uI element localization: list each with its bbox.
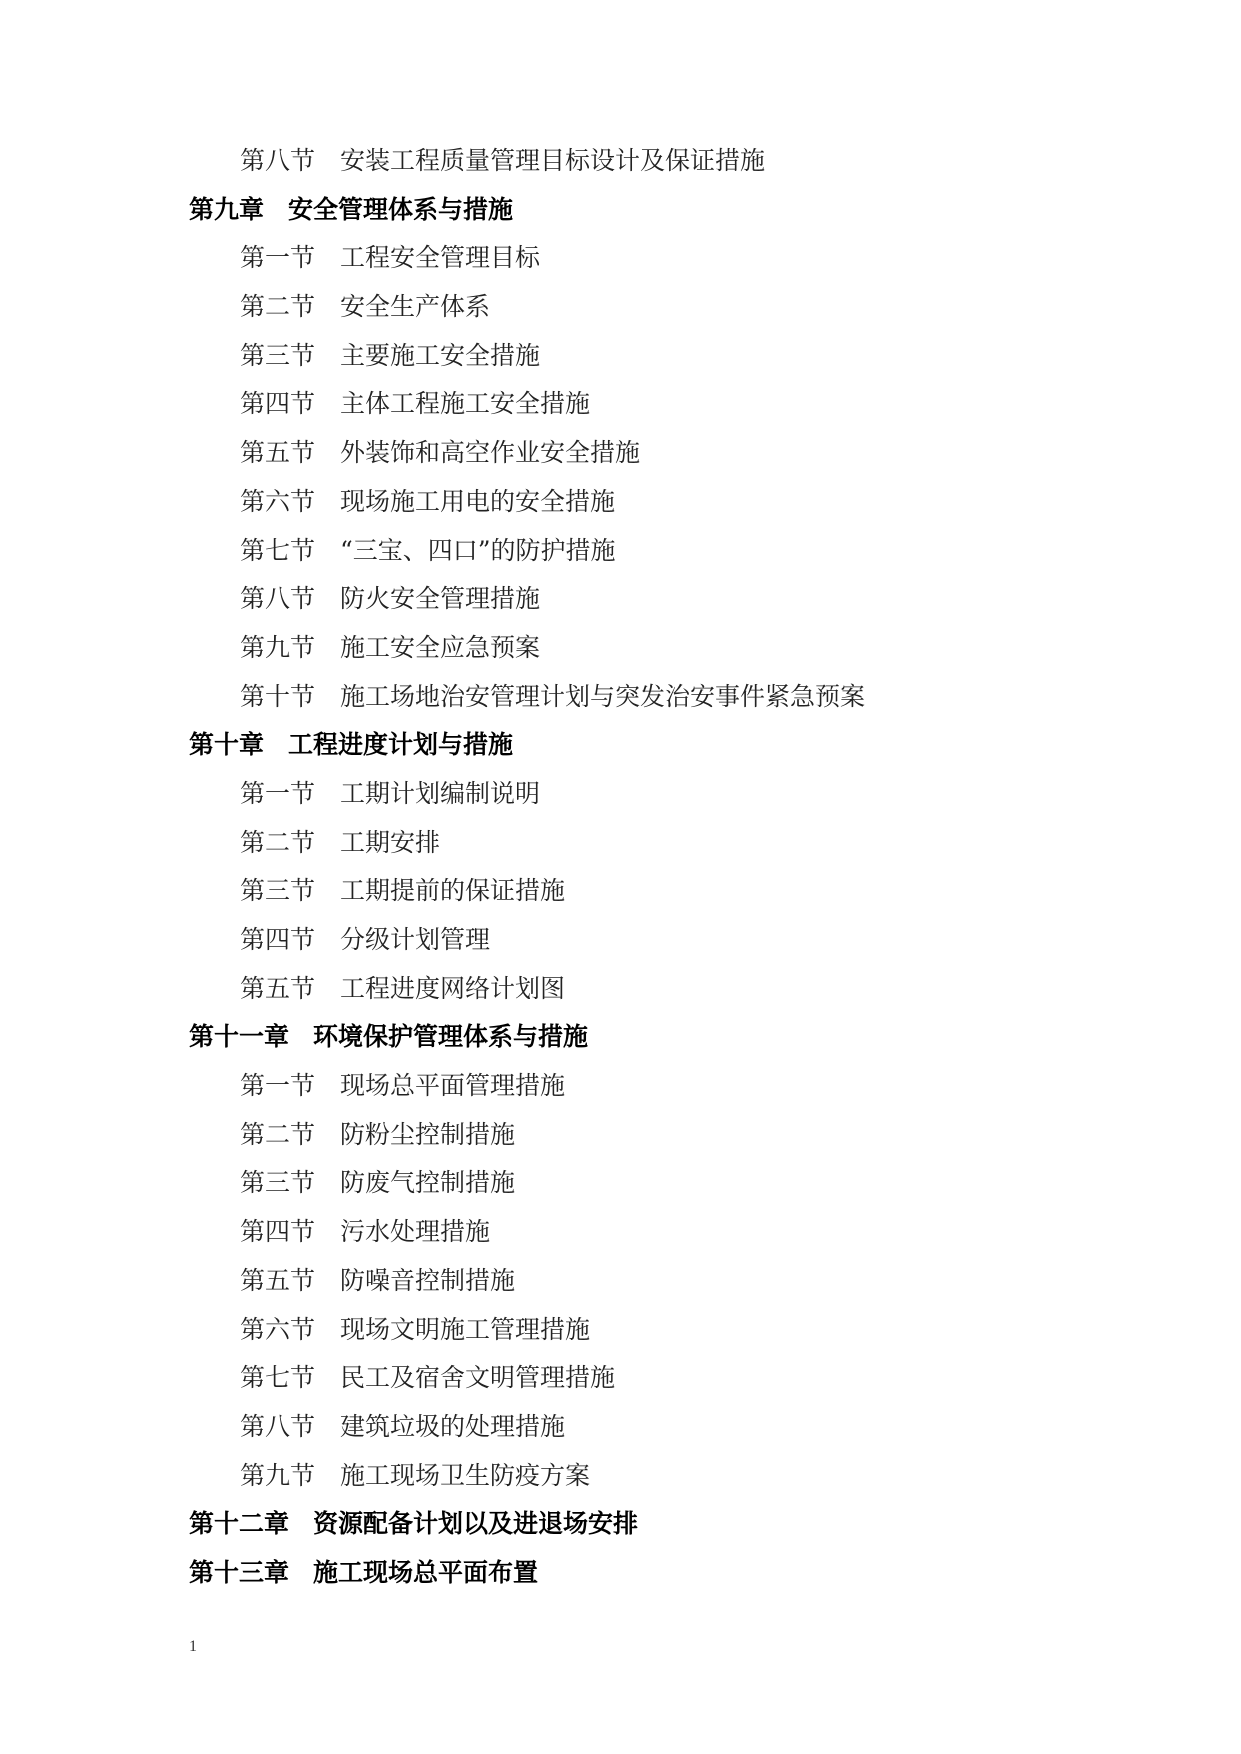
toc-entry-number: 第六节 bbox=[240, 1314, 316, 1344]
table-of-contents bbox=[0, 141, 1241, 1602]
toc-entry-number: 第八节 bbox=[240, 146, 316, 175]
toc-entry-number: 第九章 bbox=[189, 194, 265, 224]
toc-entry-number: 第三节 bbox=[240, 1168, 316, 1198]
toc-entry-title: 主要施工安全措施 bbox=[340, 340, 541, 370]
toc-section-entry bbox=[0, 1310, 1241, 1359]
toc-entry-title: 安全管理体系与措施 bbox=[288, 194, 514, 224]
toc-entry-title: 建筑垃圾的处理措施 bbox=[340, 1411, 566, 1441]
toc-section-entry bbox=[0, 336, 1241, 385]
toc-entry-title: 分级计划管理 bbox=[340, 925, 491, 954]
toc-entry-title: 工程进度网络计划图 bbox=[340, 973, 566, 1003]
toc-entry-number: 第三节 bbox=[240, 340, 316, 370]
toc-entry-title: 环境保护管理体系与措施 bbox=[313, 1022, 589, 1052]
toc-section-entry bbox=[0, 628, 1241, 677]
toc-section-entry bbox=[0, 774, 1241, 823]
toc-chapter-entry bbox=[0, 190, 1241, 239]
toc-entry-title: “三宝、四口”的防护措施 bbox=[340, 535, 616, 565]
toc-entry-title: 施工安全应急预案 bbox=[340, 632, 541, 662]
toc-entry-number: 第九节 bbox=[240, 632, 316, 662]
toc-section-entry bbox=[0, 579, 1241, 628]
toc-entry-title: 施工场地治安管理计划与突发治安事件紧急预案 bbox=[340, 681, 866, 711]
toc-chapter-entry bbox=[0, 1504, 1241, 1553]
toc-chapter-entry bbox=[0, 1553, 1241, 1602]
toc-section-entry bbox=[0, 1261, 1241, 1310]
toc-entry-number: 第七节 bbox=[240, 535, 316, 565]
toc-entry-title: 民工及宿舍文明管理措施 bbox=[340, 1363, 616, 1393]
toc-entry-number: 第四节 bbox=[240, 389, 316, 419]
toc-entry-title: 外装饰和高空作业安全措施 bbox=[340, 438, 641, 468]
toc-entry-title: 工程安全管理目标 bbox=[340, 243, 541, 273]
toc-entry-number: 第七节 bbox=[240, 1363, 316, 1393]
toc-entry-number: 第四节 bbox=[240, 1217, 316, 1247]
toc-entry-number: 第二节 bbox=[240, 1119, 316, 1149]
toc-entry-number: 第十二章 bbox=[189, 1509, 290, 1539]
toc-section-entry bbox=[0, 1456, 1241, 1505]
toc-entry-title: 安全生产体系 bbox=[340, 292, 491, 322]
toc-section-entry bbox=[0, 1163, 1241, 1212]
toc-section-entry bbox=[0, 920, 1241, 969]
toc-section-entry bbox=[0, 677, 1241, 726]
toc-section-entry bbox=[0, 1212, 1241, 1261]
toc-chapter-entry bbox=[0, 1017, 1241, 1066]
toc-entry-title: 防火安全管理措施 bbox=[340, 584, 541, 614]
toc-entry-number: 第六节 bbox=[240, 486, 316, 516]
toc-entry-title: 防噪音控制措施 bbox=[340, 1265, 516, 1295]
toc-entry-number: 第五节 bbox=[240, 973, 316, 1003]
toc-entry-title: 现场文明施工管理措施 bbox=[340, 1314, 591, 1344]
toc-entry-title: 资源配备计划以及进退场安排 bbox=[313, 1509, 639, 1539]
toc-entry-number: 第八节 bbox=[240, 1411, 316, 1441]
toc-entry-title: 防废气控制措施 bbox=[340, 1168, 516, 1198]
toc-entry-number: 第二节 bbox=[240, 292, 316, 322]
toc-entry-title: 防粉尘控制措施 bbox=[340, 1119, 516, 1149]
toc-entry-number: 第九节 bbox=[240, 1460, 316, 1490]
toc-section-entry bbox=[0, 1115, 1241, 1164]
toc-entry-number: 第五节 bbox=[240, 1265, 316, 1295]
toc-section-entry bbox=[0, 1407, 1241, 1456]
toc-entry-title: 安装工程质量管理目标设计及保证措施 bbox=[340, 146, 766, 175]
toc-entry-number: 第十章 bbox=[189, 730, 265, 760]
toc-section-entry bbox=[0, 531, 1241, 580]
toc-entry-title: 施工现场总平面布置 bbox=[313, 1557, 539, 1587]
toc-entry-title: 工期提前的保证措施 bbox=[340, 876, 566, 906]
toc-entry-number: 第五节 bbox=[240, 438, 316, 468]
toc-entry-title: 主体工程施工安全措施 bbox=[340, 389, 591, 419]
toc-section-entry bbox=[0, 141, 1241, 190]
toc-entry-number: 第八节 bbox=[240, 584, 316, 614]
toc-entry-title: 现场施工用电的安全措施 bbox=[340, 486, 616, 516]
toc-entry-title: 工期安排 bbox=[340, 827, 441, 857]
toc-section-entry bbox=[0, 287, 1241, 336]
toc-entry-title: 现场总平面管理措施 bbox=[340, 1071, 566, 1101]
toc-entry-number: 第一节 bbox=[240, 778, 316, 808]
toc-section-entry bbox=[0, 871, 1241, 920]
toc-chapter-entry bbox=[0, 725, 1241, 774]
toc-entry-number: 第十节 bbox=[240, 681, 316, 711]
toc-entry-title: 施工现场卫生防疫方案 bbox=[340, 1460, 591, 1490]
toc-section-entry bbox=[0, 823, 1241, 872]
toc-section-entry bbox=[0, 482, 1241, 531]
toc-entry-number: 第一节 bbox=[240, 243, 316, 273]
toc-section-entry bbox=[0, 1066, 1241, 1115]
toc-entry-title: 污水处理措施 bbox=[340, 1217, 491, 1247]
toc-entry-number: 第四节 bbox=[240, 925, 316, 954]
toc-section-entry bbox=[0, 238, 1241, 287]
toc-section-entry bbox=[0, 969, 1241, 1018]
toc-entry-title: 工程进度计划与措施 bbox=[288, 730, 514, 760]
toc-entry-number: 第十一章 bbox=[189, 1022, 290, 1052]
toc-section-entry bbox=[0, 384, 1241, 433]
toc-entry-number: 第二节 bbox=[240, 827, 316, 857]
toc-entry-title: 工期计划编制说明 bbox=[340, 778, 541, 808]
toc-entry-number: 第三节 bbox=[240, 876, 316, 906]
page-number: 1 bbox=[189, 1638, 197, 1655]
toc-section-entry bbox=[0, 433, 1241, 482]
toc-section-entry bbox=[0, 1358, 1241, 1407]
toc-entry-number: 第十三章 bbox=[189, 1557, 290, 1587]
toc-entry-number: 第一节 bbox=[240, 1071, 316, 1101]
